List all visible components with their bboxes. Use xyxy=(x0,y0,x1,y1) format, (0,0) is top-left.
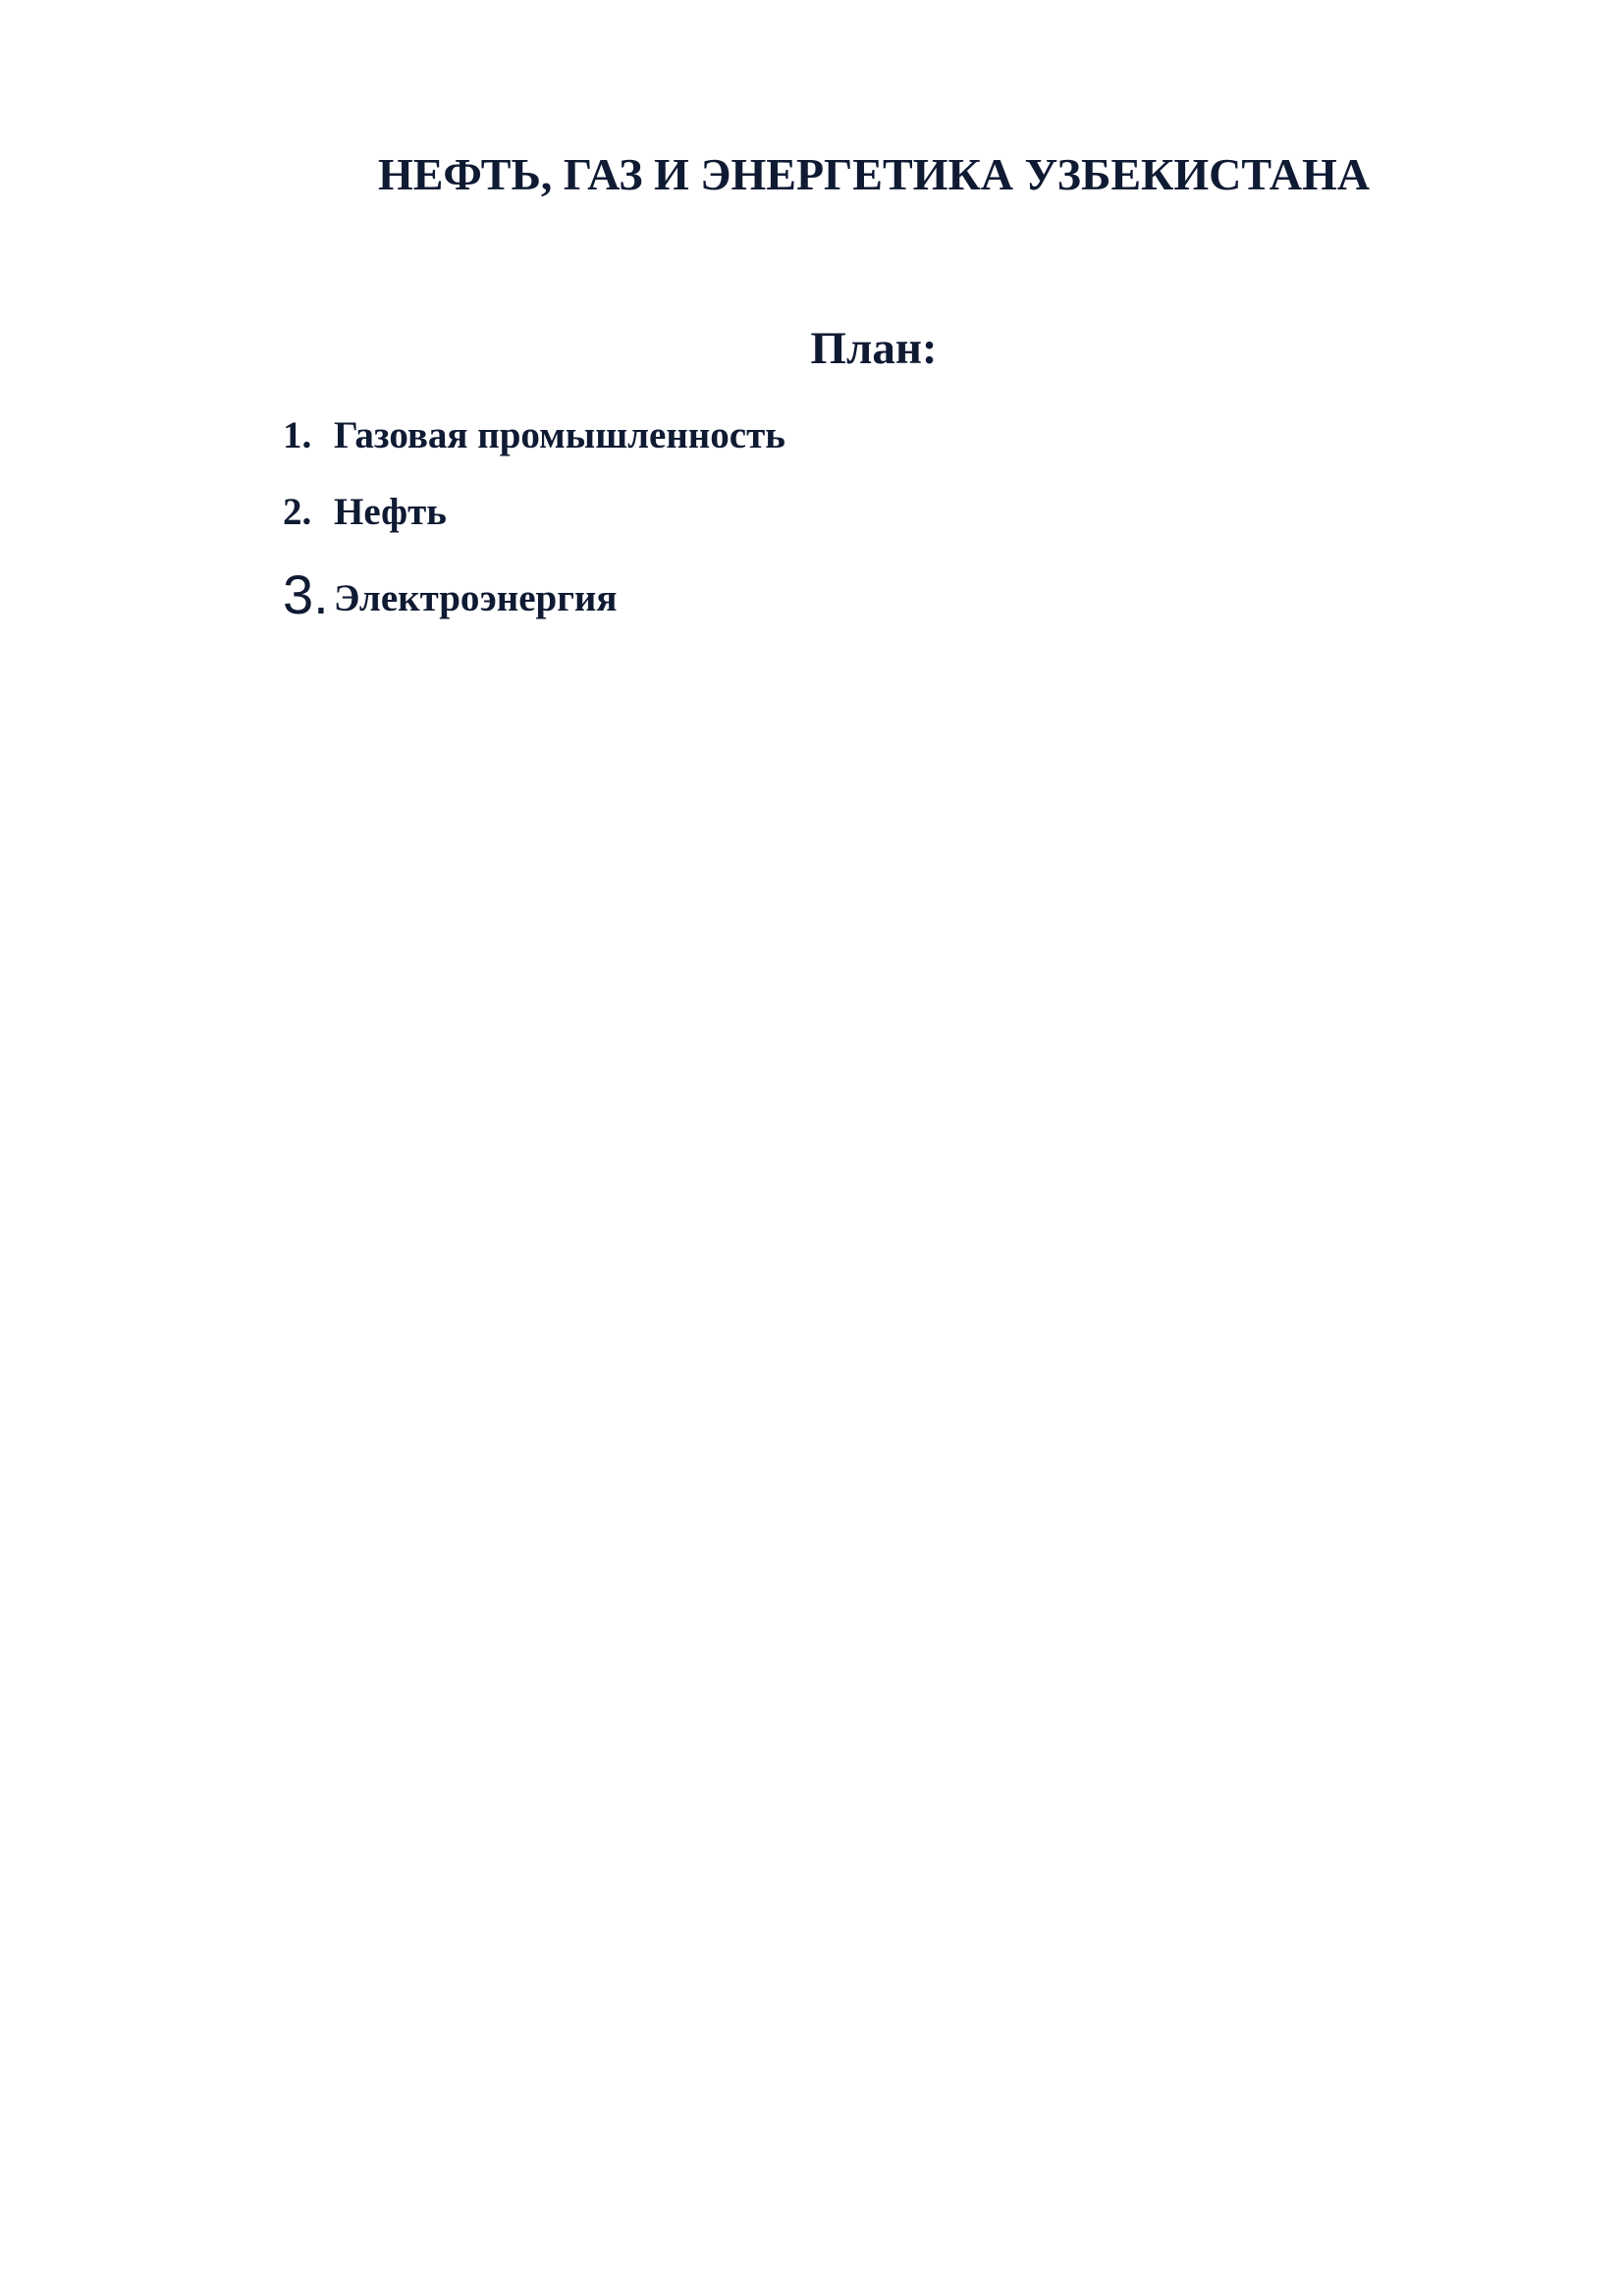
plan-item-number: 3. xyxy=(283,563,329,625)
plan-heading: План: xyxy=(810,323,938,374)
plan-item-electricity xyxy=(283,563,618,625)
plan-item-label: Нефть xyxy=(334,491,447,533)
document-title: НЕФТЬ, ГАЗ И ЭНЕРГЕТИКА УЗБЕКИСТАНА xyxy=(377,149,1371,199)
plan-item-number: 1. xyxy=(283,414,312,456)
plan-item-label: Электроэнергия xyxy=(334,577,618,619)
plan-item-number: 2. xyxy=(283,491,312,533)
plan-item-label: Газовая промышленность xyxy=(334,414,785,456)
plan-item-gas-industry xyxy=(283,416,785,454)
plan-item-oil xyxy=(283,493,447,531)
